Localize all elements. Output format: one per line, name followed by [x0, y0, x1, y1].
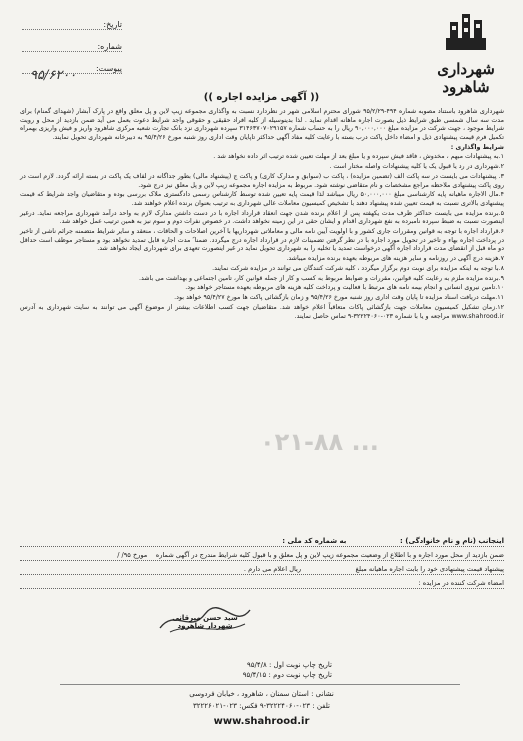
form-id-label: به شماره کد ملی : [282, 537, 347, 545]
print-dates [222, 660, 332, 680]
condition-item: ۵.برنده مزایده می بایست حداکثر ظرف مدت یکهفته پس از اعلام برنده شدن جهت انعقاد قرارداد اجاره با در دست داشتن مدارک لازم به واحد درآمد شهرداری مراجعه نماید. درغیر اینصورت نسبت به ضبط سپرده نامبرده به نفع شهرداری اقدام و ایشان حقی در این زمینه نخواهد داشت. در خصوص نفرات دوم و سوم نیز به همین ترتیب عمل خواهد شد. [20, 209, 504, 226]
condition-item: ۳. پیشنهادات می بایست در سه پاکت الف (تضمین مزایده) ، پاکت ب (سوابق و مدارک کاری) و پاکت ج (پیشنهاد مالی) بطور جداگانه در لفاف یک پاکت در بسته ارائه گردد. لازم است در روی پاکت پیشنهادی ملاحظه مراجع مشخصات و نام متقاضی نوشته شود. مربوط به مزایده اجاره مجموعه زیپ لاین و پل معلق نیز درج شود. [20, 172, 504, 189]
background-phone-watermark: ۰۲۱-۸۸ ... [260, 428, 379, 456]
footer-phones: تلفن : ۰۲۳-۳۲۲۲۴۰۶۰-۹ فکس: ۰۲۳-۳۲۲۲۶۰۲۱ [193, 702, 330, 710]
intro-paragraph: شهرداری شاهرود باستناد مصوبه شماره ۴۹۴-۹۵/۲/۲۹ شورای محترم اسلامی شهر در نظردارد نسبت به واگذاری مجموعه زیپ لاین و پل معلق واقع در پارک آبشار (شهدای گمنام) برای مدت سه سال شمسی طبق شرایط ذیل بصورت اجاره ماهانه اقدام نماید . لذا بدینوسیله از کلیه افراد حقیقی و حقوقی واجد شرایط دعوت بعمل می آید ضمن بازدید از محل و رویت شرایط موجود ، جهت شرکت در مزایده مبلغ ۹۰,۰۰۰,۰۰۰ ریال را به حساب شماره ۳۱۴۶۳۷۰۷۰۲۹۱۵۷ سپرده شهرداری نزد بانک تجارت شعبه مرکزی شاهرود واریز و فیش واریزی بهمراه تکمیل فرم قیمت پیشنهادی ذیل و امضاء داخل پاکت درب بسته با رعایت کلیه مفاد آگهی حداکثر تاپایان وقت اداری روز شنبه مورخ ۹۵/۴/۲۶ به دبیرخانه شهرداری تحویل نمایند. [20, 108, 504, 141]
condition-item: ۹.برنده مزایده ملزم به رعایت کلیه قوانین، مقررات و ضوابط مربوط به کسب و کار از جمله قوانین کار، تامین اجتماعی و بهداشت می باشد. [138, 274, 504, 282]
meta-number-row [22, 34, 122, 52]
meta-date-label: تاریخ: [103, 20, 122, 29]
meta-attach-label: پیوست: [95, 64, 122, 73]
mayor-signature [150, 600, 260, 640]
form-amount-unit: ریال اعلام می دارم . [243, 565, 302, 573]
mayor-role: شهردار شاهرود [177, 622, 233, 630]
condition-item: ۴.مال الاجاره ماهیانه پایه کارشناسی مبلغ ۵۰,۰۰۰,۰۰۰ ریال میباشد لذا قیمت پایه تعیین شده توسط کارشناس رسمی دادگستری ملاک بررسی بوده و متقاضیان واجد شرایط که قیمت پیشنهادی بالاتری نسبت به قیمت تعیین شده پیشنهاد دهند با تشخیص کمیسیون معاملات عالی شهرداری به ترتیب بعنوان برنده اعلام خواهند شد. [20, 191, 505, 207]
signature-text [150, 614, 260, 630]
condition-item: ۱۱.مهلت دریافت اسناد مزایده تا پایان وقت اداری روز شنبه مورخ ۹۵/۴/۲۶ و زمان بازگشائی پاکت ها مورخ ۹۵/۴/۲۷ خواهد بود. [174, 294, 504, 302]
bid-form [20, 536, 504, 592]
notice-title: (( آگهی مزایده اجاره )) [203, 92, 320, 103]
form-sign-label: امضاء شرکت کننده در مزایده : [418, 579, 504, 587]
city-emblem-icon [442, 8, 490, 56]
municipality-logo [420, 8, 512, 96]
handwritten-number: ۹۵/۶۲۰۰ [30, 68, 77, 83]
form-offer-line [20, 564, 504, 575]
letter-meta [22, 12, 122, 83]
form-date-mid: مورخ ۹۵/ / [117, 551, 148, 559]
footer-divider [60, 684, 460, 685]
conditions-heading: شرایط واگذاری : [450, 143, 504, 151]
org-name: شهرداری شاهرود [437, 60, 495, 96]
condition-item: ۱۰.تامین نیروی انسانی و انجام بیمه نامه های مرتبط با فعالیت و پرداخت کلیه هزینه های مربوطه بعهده مستاجر خواهد بود. [185, 284, 504, 292]
print-date-first: تاریخ چاپ نوبت اول : ۹۵/۴/۸ [246, 661, 332, 669]
condition-item: ۸.با توجه به اینکه مزایده برای نوبت دوم برگزار میگردد ، کلیه شرکت کنندگان می توانند در مزایده شرکت نمایند. [212, 264, 504, 272]
footer-website-link[interactable]: www.shahrood.ir [213, 716, 310, 727]
form-offer-label: پیشنهاد قیمت پیشنهادی خود را بابت اجاره ماهیانه مبلغ [355, 565, 504, 573]
form-name-line [20, 536, 504, 547]
condition-item: ۶.قرارداد اجاره با توجه به قوانین ومقررات جاری کشور و با اولویت آیین نامه مالی و معاملاتی شهرداریها با آخرین اصلاحات و الحاقات ، منعقد و سایر شرایط متضمنه جرائم ناشی از تاخیر در پرداخت اجاره بهاء و تاخیر در تحویل مورد اجاره با در نظر گرفتن تضمینات لازم در قرارداد اجاره درج میگردد. ضمنا ً مدت اجاره قابل تمدید نخواهد بود و مستاجر موظف است حداقل دو ماه قبل از انقضای مدت قرارداد اجاره آگهی درخواست تمدید یا تخلیه را به شهرداری تحویل نماید در غیر اینصورت تعهدی برای شهرداری ایجاد نخواهد شد. [20, 228, 504, 253]
form-name-label: اینجانب (نام و نام خانوادگی) : [400, 537, 504, 545]
page-footer [0, 684, 523, 741]
form-visited-label: ضمن بازدید از محل مورد اجاره و با اطلاع از وضعیت مجموعه زیپ لاین و پل معلق و با قبول کلیه شرایط مندرج در آگهی شماره [155, 551, 504, 559]
mayor-name: سید حسن میرقانی [172, 614, 238, 622]
condition-item: ۷.هزینه درج آگهی در روزنامه و سایر هزینه های مربوطه بعهده برنده مزایده میباشد. [286, 255, 504, 262]
form-visited-line [20, 550, 504, 561]
form-sign-line [20, 578, 504, 589]
meta-number-label: شماره: [97, 42, 122, 51]
condition-item: ۱.به پیشنهادات مبهم ، مخدوش ، فاقد فیش سپرده و یا مبلغ بعد از مهلت تعیین شده ترتیب اثر داده نخواهد شد . [213, 153, 504, 161]
footer-address: نشانی : استان سمنان ، شاهرود ، خیابان فردوسی [189, 690, 334, 698]
condition-item: ۲.شهرداری در رد یا قبول یک یا کلیه پیشنهادات واصله مختار است . [329, 163, 504, 171]
print-date-second: تاریخ چاپ نوبت دوم : ۹۵/۴/۱۵ [242, 671, 332, 679]
condition-item: ۱۲.زمان تشکیل کمیسیون معاملات جهت بازگشائی پاکات متعاقباً اعلام خواهد شد. متقاضیان جهت کسب اطلاعات بیشتر از موضوع آگهی می توانند به سایت شهرداری به آدرس www.shahrood.ir مراجعه و یا با شماره ۰۲۳-۳۲۲۲۴۰۶۰-۹ تماس حاصل نمایند. [20, 303, 504, 320]
notice-body [20, 108, 504, 322]
meta-date-row [22, 12, 122, 30]
